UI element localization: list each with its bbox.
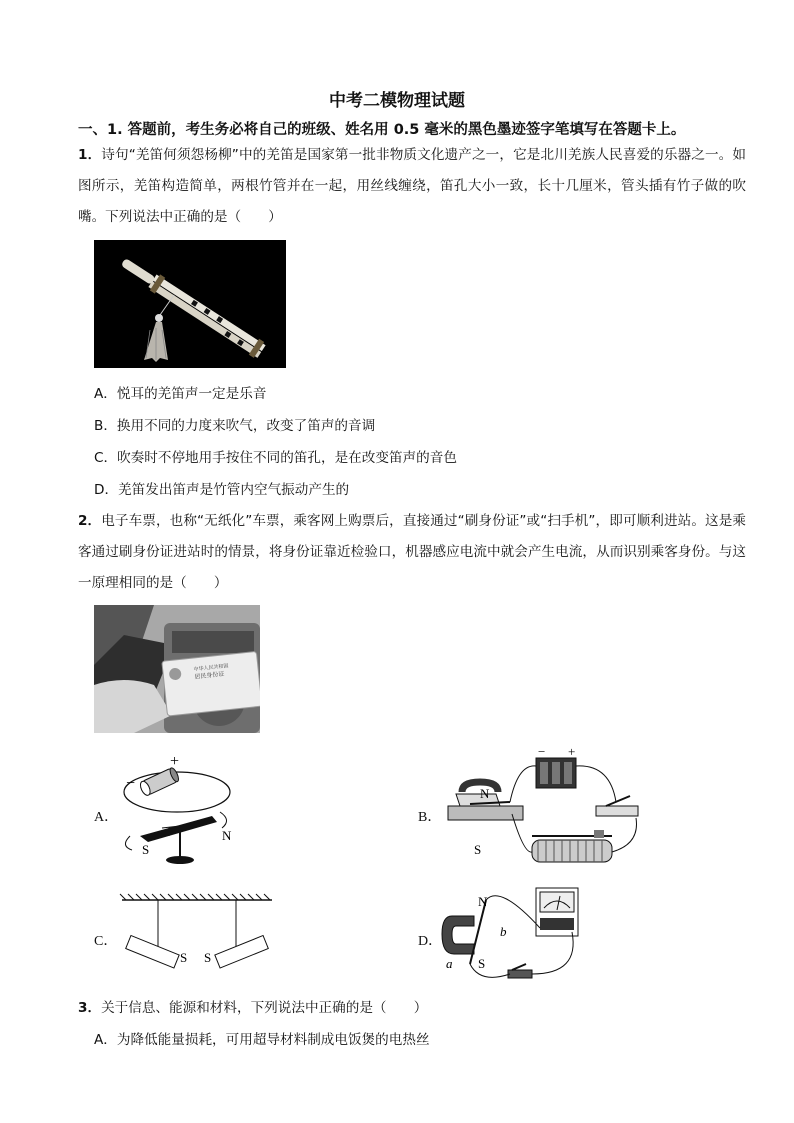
label-b: b [500, 924, 507, 939]
figure-a-label: A． [94, 810, 119, 825]
figure-d-galvanometer-circuit [440, 884, 590, 988]
figure-c-label: C． [94, 934, 118, 949]
qiangdi-flute-photo [94, 240, 286, 368]
question-text: 关于信息、能源和材料，下列说法中正确的是（ ） [101, 1000, 428, 1016]
figure-b-circuit [440, 744, 650, 882]
question-1 [78, 140, 746, 233]
label-plus: + [170, 753, 180, 770]
label-north: N [478, 894, 488, 909]
label-south: S [142, 842, 150, 857]
label-minus: − [538, 744, 546, 759]
question-number: 2． [78, 513, 102, 529]
question-text: 诗句“羌笛何须怨杨柳”中的羌笛是国家第一批非物质文化遗产之一，它是北川羌族人民喜爱的乐器之一。如图所示，羌笛构造简单，两根竹管并在一起，用丝线缠绕，笛孔大小一致，长十几厘米，管头插有竹子做的吹嘴。下列说法中正确的是（ ） [78, 147, 746, 225]
question-number: 3． [78, 1000, 102, 1016]
section-heading: 一、1. 答题前，考生务必将自己的班级、姓名用 0.5 毫米的黑色墨迹签字笔填写在答题卡上。 [78, 122, 686, 138]
label-south-left: S [180, 950, 188, 965]
page-title: 中考二模物理试题 [329, 91, 465, 111]
label-south-right: S [204, 950, 212, 965]
q3-option-a: A．为降低能量损耗，可用超导材料制成电饭煲的电热丝 [94, 1032, 430, 1048]
label-north: N [222, 828, 232, 843]
id-card-scan-photo [94, 605, 260, 733]
label-south: S [474, 842, 482, 857]
q1-option-a: A．悦耳的羌笛声一定是乐音 [94, 386, 267, 402]
question-number: 1． [78, 147, 102, 163]
card-country: 中华人民共和国 [193, 663, 229, 673]
label-south: S [478, 956, 486, 971]
q1-option-b: B．换用不同的力度来吹气，改变了笛声的音调 [94, 418, 376, 434]
label-north: N [480, 786, 490, 801]
label-plus: + [568, 744, 576, 759]
question-text: 电子车票，也称“无纸化”车票，乘客网上购票后，直接通过“刷身份证”或“扫手机”，即可顺利进站。这是乘客通过刷身份证进站时的情景，将身份证靠近检验口，机器感应电流中就会产生电流，从而识别乘客身份。与这一原理相同的是（ ） [78, 513, 746, 591]
question-2 [78, 506, 746, 599]
figure-b-label: B． [418, 810, 442, 825]
figure-a-solenoid-compass [112, 750, 242, 870]
card-title: 居民身份证 [194, 670, 225, 681]
compass-needle [140, 816, 217, 842]
q1-option-c: C．吹奏时不停地用手按住不同的笛孔，是在改变笛声的音色 [94, 450, 457, 466]
label-a: a [446, 956, 453, 971]
label-minus: − [126, 775, 136, 792]
figure-d-label: D． [418, 934, 443, 949]
q1-option-d: D．羌笛发出笛声是竹管内空气振动产生的 [94, 482, 350, 498]
question-3 [78, 993, 746, 1024]
figure-c-suspended-magnets [118, 892, 278, 984]
